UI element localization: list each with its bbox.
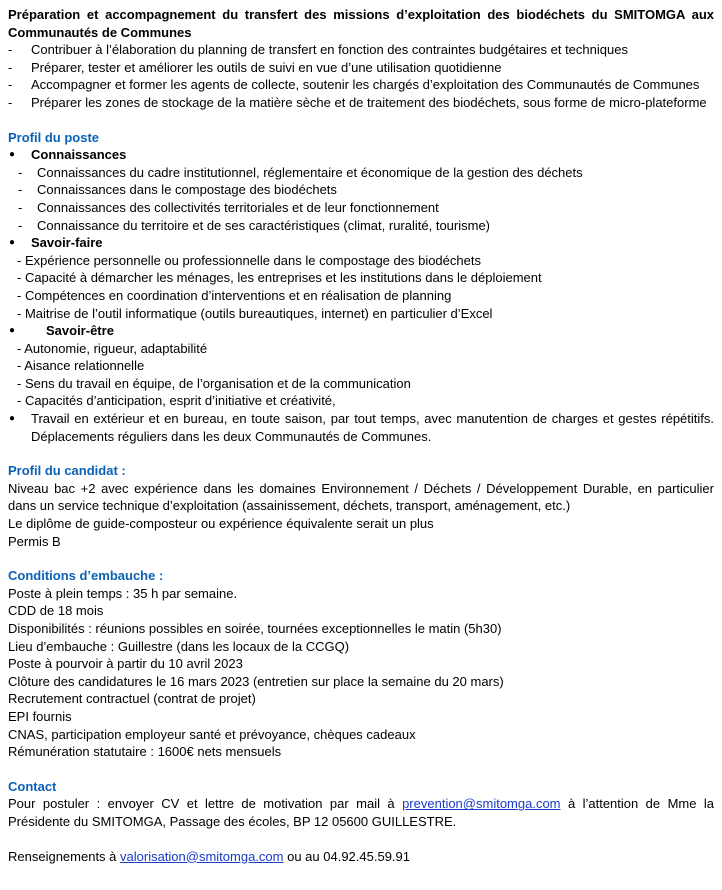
paragraph-line: Lieu d’embauche : Guillestre (dans les locaux de la CCGQ) (8, 638, 350, 654)
list-item: - Aisance relationnelle (17, 358, 145, 374)
section-heading-profil-candidat: Profil du candidat : (8, 463, 126, 479)
list-item: - Expérience personnelle ou professionnelle dans le compostage des biodéchets (17, 252, 481, 268)
paragraph-line: Disponibilités : réunions possibles en soirée, tournées exceptionnelles le matin (5h30) (8, 621, 502, 636)
paragraph-line: Poste à pourvoir à partir du 10 avril 2023 (8, 656, 243, 672)
list-item: - Connaissances des collectivités territoriales et de leur fonctionnement (18, 199, 439, 215)
list-item: - Connaissances dans le compostage des biodéchets (18, 182, 337, 198)
bullet-icon: ● (9, 325, 16, 337)
list-item: - Sens du travail en équipe, de l’organisation et de la communication (17, 375, 411, 391)
list-item: - Capacité à démarcher les ménages, les entreprises et les institutions dans le déploiement (17, 270, 542, 286)
paragraph-line: Rémunération statutaire : 1600€ nets mensuels (8, 744, 282, 760)
list-item: - Accompagner et former les agents de collecte, soutenir les chargés d’exploitation des Communautés de Communes (8, 77, 700, 93)
list-item: - Connaissance du territoire et de ses caractéristiques (climat, ruralité, tourisme) (18, 217, 491, 233)
list-item: - Maitrise de l’outil informatique (outils bureautiques, internet) en particulier d’Excel (17, 305, 493, 321)
list-item: - Préparer les zones de stockage de la matière sèche et de traitement des biodéchets, sous forme de micro-plateforme (8, 94, 707, 110)
list-item: - Préparer, tester et améliorer les outils de suivi en vue d’une utilisation quotidienne (8, 59, 502, 75)
intro-title: Préparation et accompagnement du transfert des missions d’exploitation des biodéchets du SMITOMGA aux Communautés de Communes (8, 7, 714, 40)
bullet-icon: ● (9, 413, 16, 425)
paragraph-line: EPI fournis (8, 708, 72, 724)
section-heading-conditions: Conditions d’embauche : (8, 568, 164, 584)
list-item: - Capacités d’anticipation, esprit d’initiative et créativité, (17, 393, 336, 409)
paragraph-line: Clôture des candidatures le 16 mars 2023 (entretien sur place la semaine du 20 mars) (8, 673, 504, 689)
paragraph-line: CNAS, participation employeur santé et prévoyance, chèques cadeaux (8, 726, 416, 742)
paragraph-line: Permis B (8, 533, 61, 549)
paragraph-line: Poste à plein temps : 35 h par semaine. (8, 585, 238, 601)
info-line: Renseignements à valorisation@smitomga.com ou au 04.92.45.59.91 (8, 848, 411, 864)
subsection-connaissances: ● Connaissances (9, 147, 127, 163)
subsection-savoir-etre: ● Savoir-être (9, 323, 114, 339)
paragraph-line: Niveau bac +2 avec expérience dans les domaines Environnement / Déchets / Développement Durable, en particulier dans un service technique d’exploitation (assainissement, déchets, transport, aménagement, etc.) (8, 480, 714, 514)
work-conditions: ● Travail en extérieur et en bureau, en toute saison, par tout temps, avec manutention de charges et gestes répétitifs. Déplacements réguliers dans les deux Communautés de Communes. (9, 411, 714, 444)
list-item: - Contribuer à l’élaboration du planning de transfert en fonction des contraintes budgétaires et techniques (8, 42, 628, 58)
list-item: - Compétences en coordination d’interventions et en réalisation de planning (17, 287, 452, 303)
paragraph-line: Recrutement contractuel (contrat de projet) (8, 691, 256, 707)
info-email-link[interactable]: valorisation@smitomga.com (120, 848, 284, 864)
list-item: - Connaissances du cadre institutionnel, réglementaire et économique de la gestion des déchets (18, 164, 583, 180)
section-heading-contact: Contact (8, 778, 57, 794)
list-item: - Autonomie, rigueur, adaptabilité (17, 340, 208, 356)
apply-paragraph: Pour postuler : envoyer CV et lettre de motivation par mail à prevention@smitomga.com à l’attention de Mme la Présidente du SMITOMGA, Passage des écoles, BP 12 05600 GUILLESTRE. (8, 796, 715, 829)
paragraph-line: Le diplôme de guide-composteur ou expérience équivalente serait un plus (8, 516, 434, 532)
subsection-savoir-faire: ● Savoir-faire (9, 235, 103, 251)
section-heading-profil-poste: Profil du poste (8, 129, 99, 145)
bullet-icon: ● (9, 149, 16, 161)
paragraph-line: CDD de 18 mois (8, 603, 104, 619)
bullet-icon: ● (9, 237, 16, 249)
apply-email-link[interactable]: prevention@smitomga.com (402, 796, 561, 812)
